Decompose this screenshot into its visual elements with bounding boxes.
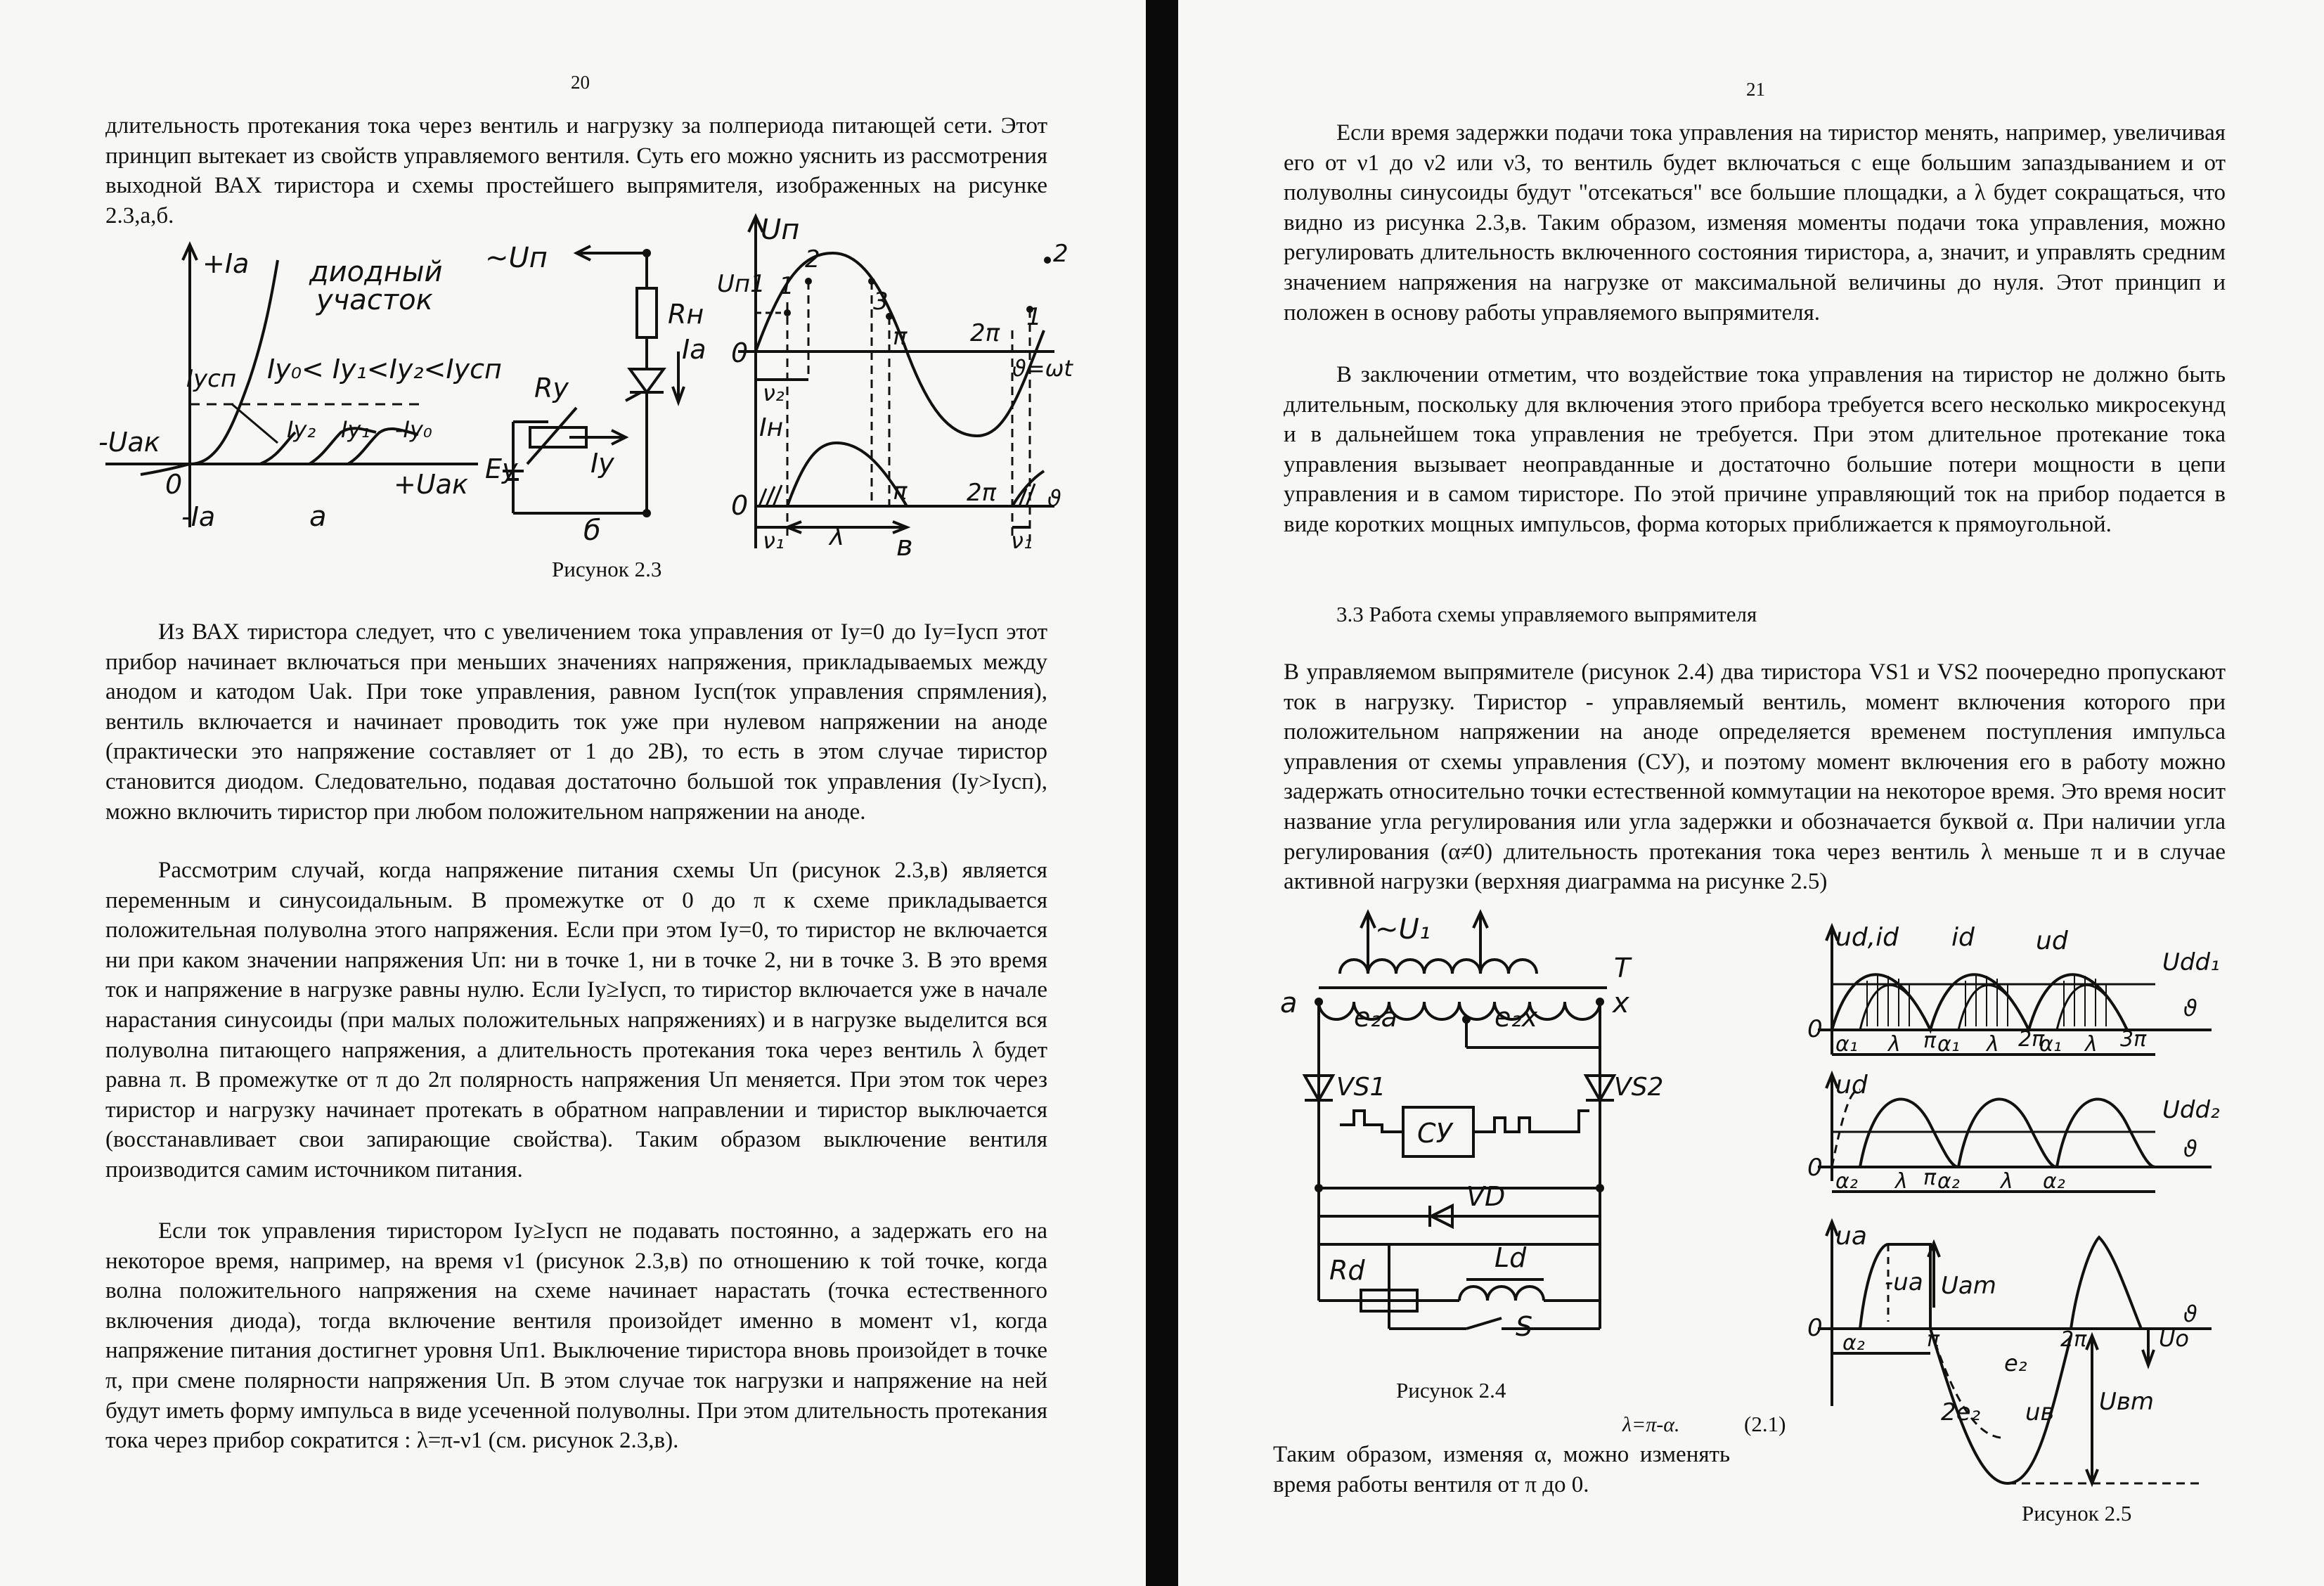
vd-label: VD [1466, 1181, 1506, 1212]
inequality-label: Iу₀< Iу₁<Iу₂<Iусп [267, 354, 502, 385]
paragraph: Таким образом, изменяя α, можно изменять время работы вентиля от π до 0. [1273, 1442, 1730, 1497]
alpha2-label-2: α₂ [1937, 1169, 1960, 1194]
figure-2-4 [1277, 907, 1664, 1350]
udd1-label: Udd₁ [2162, 948, 2220, 976]
lambda-label: λ [1888, 1032, 1901, 1057]
alpha2-bot-label: α₂ [1842, 1331, 1865, 1355]
two-pi2-label: 2π [967, 479, 997, 507]
terminal-x-label: x [1613, 987, 1629, 1019]
lambda-mid-label: λ [1895, 1169, 1908, 1194]
rn-label: Rн [668, 299, 704, 330]
ey-label: Eу [485, 453, 518, 484]
ud-label: ud [2036, 927, 2068, 955]
theta2-label: ϑ [1047, 485, 1061, 512]
u0-label: Uo [2159, 1325, 2189, 1352]
alpha1-label: α₁ [1835, 1032, 1858, 1057]
section-heading: 3.3 Работа схемы управляемого выпрямителя [1336, 602, 1757, 626]
left-page [0, 0, 1146, 1586]
lambda-mid-label-2: λ [2001, 1169, 2013, 1194]
ry-label: Rу [534, 373, 569, 404]
x-axis-neg-label: -Uак [98, 427, 160, 458]
pi-bot-label: π [1927, 1327, 1940, 1352]
y-axis-label: Uп [761, 214, 800, 246]
figure-2-5 [1790, 914, 2226, 1490]
paragraph: Из ВАХ тиристора следует, что с увеличением тока управления от Iy=0 до Iy=Iyсп этот прибор начинает включаться при меньших значениях напряжения, прикладываемых между анодом и катодом Uak. При токе управления, равном Iyсп(ток управления спрямления), вентиль включается и начинает проводить ток уже при нулевом напряжении на аноде (практически это напряжение составляет от 1 до 2В), то есть в этом случае тиристор становится диодом. Следовательно, подавая достаточно большой ток управления (Iy>Iyсп), можно включить тиристор при любом положительном напряжении на аноде. [105, 619, 1047, 825]
theta-mid-label: ϑ [2183, 1135, 2197, 1162]
uv-label: uв [2025, 1398, 2055, 1426]
caption-figure-2-4: Рисунок 2.4 [1396, 1378, 1506, 1403]
e2x-label: e₂х [1495, 1002, 1538, 1033]
bot-axis-label: ua [1835, 1222, 1867, 1251]
page-number: 20 [571, 72, 590, 93]
top-axis-label: ud,id [1835, 923, 1899, 952]
lambda-label-3: λ [2085, 1032, 2098, 1057]
ld-label: Ld [1495, 1242, 1527, 1273]
paragraph: В заключении отметим, что воздействие тока управления на тиристор не должно быть длительным, поскольку для включения этого прибора требуется всего несколько микросекунд и в дальнейшем тока управления не требуется. При этом длительное протекание тока управления вызывает неоправданные и достаточно большие потери мощности в цепи управления и в самом тиристоре. По этой причине управляющий ток на прибор подается в виде коротких мощных импульсов, форма которых приближается к прямоугольной. [1284, 362, 2226, 537]
paragraph: Если ток управления тиристором Iy≥Iyсп не подавать постоянно, а задержать его на некоторое время, например, на время ν1 (рисунок 2.3,в) по отношению к той точке, когда волна положительного напряжения на схеме начинает нарастать (точка естественного включения диода), тогда включение вентиля произойдет именно в момент ν1, когда напряжение питания достигнет уровня Uп1. Выключение тиристора вновь произойдет в точке π, при смене полярности напряжения Uп. В этом случае ток нагрузки и напряжение на ней будут иметь форму импульса в виде усеченной полуволны. При этом длительность протекания тока через прибор сократится : λ=π-ν1 (см. рисунок 2.3,в). [105, 1218, 1047, 1454]
subfigure-letter-a: а [309, 501, 327, 533]
mid-axis-label: ud [1835, 1071, 1868, 1100]
iy-label: Iу [590, 448, 614, 479]
diode-label-2: участок [316, 284, 433, 316]
theta-bot-label: ϑ [2183, 1301, 2197, 1327]
origin-label: 0 [165, 469, 183, 500]
nu1-label: ν₁ [763, 527, 785, 554]
paragraph: длительность протекания тока через вентиль и нагрузку за полпериода питающей сети. Этот принцип вытекает из свойств управляемого вентиля. Суть его можно уяснить из рассмотрения выходной ВАХ тиристора и схемы простейшего выпрямителя, изображенных на рисунке 2.3,а,б. [105, 113, 1047, 228]
e2-label: e₂ [2004, 1350, 2027, 1377]
formula-number: (2.1) [1744, 1412, 1786, 1436]
iy2-label: Iу₂ [287, 416, 316, 443]
iy0-label: -Iу₀ [395, 416, 432, 443]
ia-label: Iа [682, 334, 706, 365]
figure-2-3-b [485, 232, 717, 547]
id-label: id [1951, 923, 1975, 952]
formula: λ=π-α. [1622, 1413, 1680, 1436]
point-1-label: 1 [779, 272, 794, 300]
paragraph: В управляемом выпрямителе (рисунок 2.4) два тиристора VS1 и VS2 поочередно пропускают ток в нагрузку. Тиристор - управляемый вентиль, момент включения которого при положительном напряжении на аноде определяется временем поступления импульса управления от схемы управления (СУ), и поэтому момент включения его в работу можно задержать относительно точки естественной коммутации на некоторое время. Это время носит название угла регулирования или угла задержки и обозначается буквой α. При наличии угла регулирования (α≠0) длительность протекания тока через вентиль λ меньше π и в случае активной нагрузки (верхняя диаграмма на рисунке 2.5) [1284, 659, 2226, 895]
point-3-label: 3 [873, 288, 889, 316]
source-label: ~U₁ [1375, 913, 1431, 946]
page-number: 21 [1746, 79, 1765, 100]
lambda-label-2: λ [1987, 1032, 1999, 1057]
minus-ua-label: -ua [1885, 1268, 1923, 1296]
zero-top-label: 0 [1807, 1015, 1823, 1043]
paragraph: Если время задержки подачи тока управления на тиристор менять, например, увеличивая его от ν1 до ν2 или ν3, то вентиль будет включаться с еще большим запаздыванием и от полуволны синусоиды будут "отсекаться" все большие площадки, а λ будет сокращаться, что видно из рисунка 2.3,в. Таким образом, изменяя моменты подачи тока управления, можно регулировать длительность включенного состояния тиристора, а, значит, и управлять средним значением напряжения на нагрузке от максимальной величины до нуля. Этот принцип и положен в основу работы управляемого выпрямителя. [1284, 120, 2226, 325]
iycp-label: Iусп [186, 365, 237, 393]
point-1b-label: 1 [1026, 303, 1042, 331]
y-axis-neg-label: -Iа [181, 501, 216, 532]
e2a-label: e₂а [1354, 1002, 1397, 1033]
uvm-label: Uвm [2099, 1388, 2155, 1416]
su-label: СУ [1417, 1118, 1452, 1149]
figure-2-3-c [717, 211, 1073, 562]
lambda-label: λ [829, 522, 845, 551]
subfigure-letter-c: в [896, 530, 913, 562]
y-axis-label: +Iа [202, 248, 250, 279]
alpha2-label: α₂ [1835, 1169, 1858, 1194]
pi-top-label: π [1923, 1029, 1937, 1053]
nu2-label: ν₂ [763, 380, 785, 406]
vs1-label: VS1 [1336, 1073, 1386, 1102]
un1-label: Uп1 [717, 270, 766, 298]
zero-mid-label: 0 [1807, 1154, 1823, 1182]
source-label: ~Uп [485, 242, 548, 274]
paragraph: Рассмотрим случай, когда напряжение питания схемы Uп (рисунок 2.3,в) является переменным и синусоидальным. В промежутке от 0 до π к схеме прикладывается положительная полуволна этого напряжения. Если при этом Iy=0, то тиристор не включается ни при каком значении напряжения Uп: ни в точке 1, ни в точке 2, ни в точке 3. В это время ток и напряжение в нагрузке равны нулю. Если Iy≥Iyсп, то тиристор включается уже в начале нарастания синусоиды (при малых положительных напряжениях) и в нагрузке выделится вся полуволна питающего напряжения, а длительность протекания тока через вентиль λ будет равна π. В промежутке от π до 2π полярность напряжения Uп меняется. При этом ток через тиристор и нагрузку начинает протекать в обратном направлении и тиристор выключается (восстанавливает свои запирающие свойства). Таким образом выключение вентиля производится самим источником питания. [105, 858, 1047, 1182]
theta-label: ϑ=ωt [1012, 355, 1073, 382]
origin2-label: 0 [731, 490, 749, 521]
udd2-label: Udd₂ [2162, 1096, 2220, 1124]
alpha1-label-2: α₁ [1937, 1032, 1960, 1057]
uam-label: Uam [1941, 1272, 1996, 1300]
book-gutter [1146, 0, 1178, 1586]
zero-bot-label: 0 [1807, 1314, 1823, 1342]
terminal-a-label: a [1280, 987, 1298, 1019]
two-pi-label: 2π [970, 319, 1000, 347]
vs2-label: VS2 [1614, 1073, 1664, 1102]
right-page [1178, 0, 2324, 1586]
caption-figure-2-5: Рисунок 2.5 [2022, 1501, 2132, 1526]
iy1-label: Iу₁ [341, 416, 370, 443]
pi-label: π [893, 323, 908, 351]
point-2-label: 2 [805, 245, 820, 273]
origin-label: 0 [731, 337, 749, 368]
transformer-label: T [1614, 953, 1631, 984]
rd-label: Rd [1329, 1255, 1365, 1286]
alpha1-label-3: α₁ [2039, 1032, 2062, 1057]
pi2-label: π [893, 477, 908, 505]
pi-mid-label: π [1923, 1166, 1937, 1190]
s-label: S [1516, 1311, 1533, 1342]
in-axis-label: Iн [759, 413, 784, 442]
subfigure-letter-b: б [583, 515, 601, 547]
theta-top-label: ϑ [2183, 995, 2197, 1021]
alpha2-label-3: α₂ [2043, 1169, 2065, 1194]
diode-label-1: диодный [309, 256, 443, 288]
figure-caption: Рисунок 2.3 [552, 557, 662, 581]
point-2b-label: 2 [1053, 240, 1069, 268]
two-pi-bot-label: 2π [2060, 1327, 2087, 1352]
three-pi-label: 3π [2120, 1027, 2147, 1052]
two-e2-label: 2e₂ [1941, 1398, 1981, 1426]
x-axis-pos-label: +Uак [394, 469, 468, 500]
two-pi-top-label: 2π [2018, 1027, 2045, 1052]
nu1b-label: ν₁ [1011, 527, 1033, 554]
